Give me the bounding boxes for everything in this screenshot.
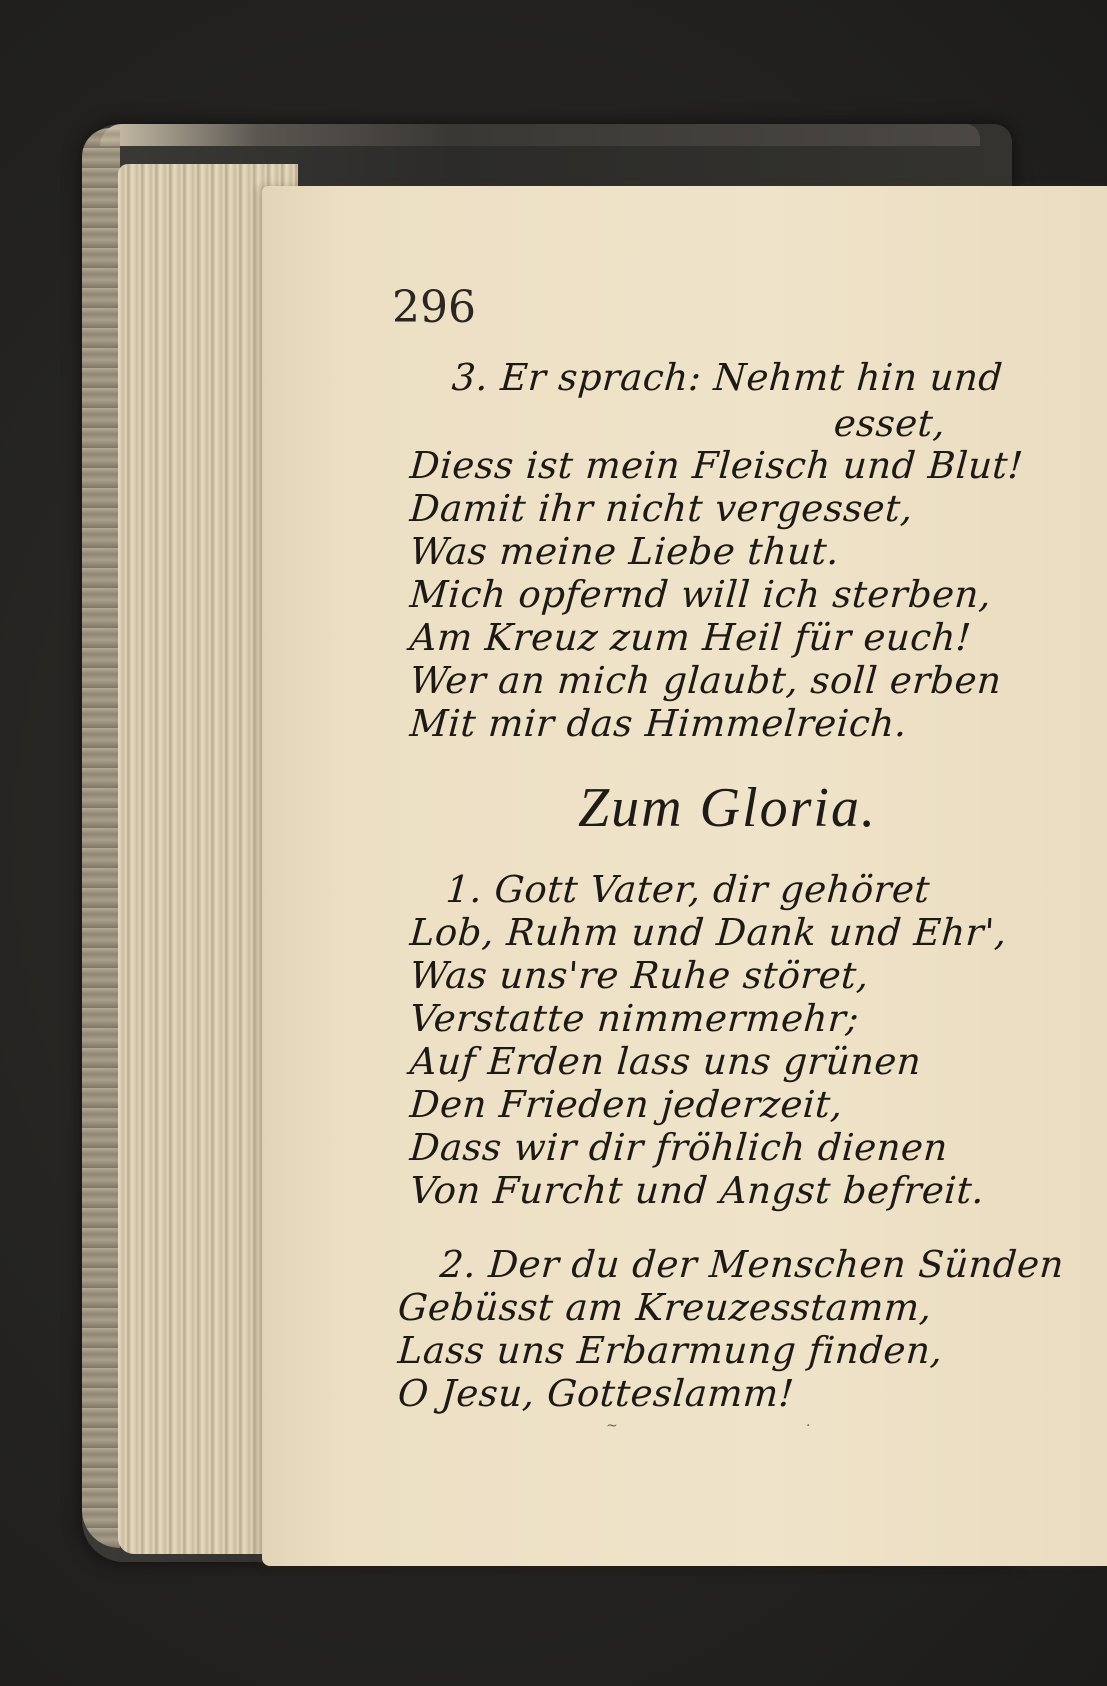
gloria-1-line-1: 1. Gott Vater, dir gehöret	[444, 868, 932, 911]
stanza-3-line-5: Mich opfernd will ich sterben,	[408, 573, 993, 616]
page-number: 296	[392, 282, 476, 333]
gloria-2-line-1: 2. Der du der Menschen Sünden	[438, 1243, 1066, 1286]
gloria-1-line-8: Von Furcht und Angst befreit.	[408, 1169, 986, 1212]
stanza-3-line-1-continued: esset,	[832, 402, 947, 445]
gloria-1-line-6: Den Frieden jederzeit,	[408, 1083, 845, 1126]
gloria-2-line-4: O Jesu, Gotteslamm!	[396, 1372, 796, 1415]
stanza-3-line-4: Was meine Liebe thut.	[408, 530, 841, 573]
gloria-1-line-7: Dass wir dir fröhlich dienen	[408, 1126, 950, 1169]
stanza-3-line-1: 3. Er sprach: Nehmt hin und	[450, 356, 1005, 399]
stanza-3-line-6: Am Kreuz zum Heil für euch!	[408, 616, 973, 659]
gloria-1-line-5: Auf Erden lass uns grünen	[408, 1040, 923, 1083]
section-heading: Zum Gloria.	[578, 777, 877, 839]
gloria-1-line-4: Verstatte nimmermehr;	[408, 997, 861, 1040]
stanza-3-line-7: Wer an mich glaubt, soll erben	[408, 659, 1003, 702]
stanza-3-line-2: Diess ist mein Fleisch und Blut!	[408, 444, 1025, 487]
ink-speck: ·	[806, 1418, 811, 1434]
gloria-2-line-2: Gebüsst am Kreuzesstamm,	[396, 1286, 934, 1329]
gloria-1-line-3: Was uns're Ruhe störet,	[408, 954, 871, 997]
gloria-2-line-3: Lass uns Erbarmung finden,	[396, 1329, 945, 1372]
stanza-3-line-3: Damit ihr nicht vergesset,	[408, 487, 915, 530]
stanza-3-line-8: Mit mir das Himmelreich.	[408, 702, 909, 745]
ink-speck: ~	[606, 1418, 618, 1434]
gloria-1-line-2: Lob, Ruhm und Dank und Ehr',	[408, 911, 1009, 954]
